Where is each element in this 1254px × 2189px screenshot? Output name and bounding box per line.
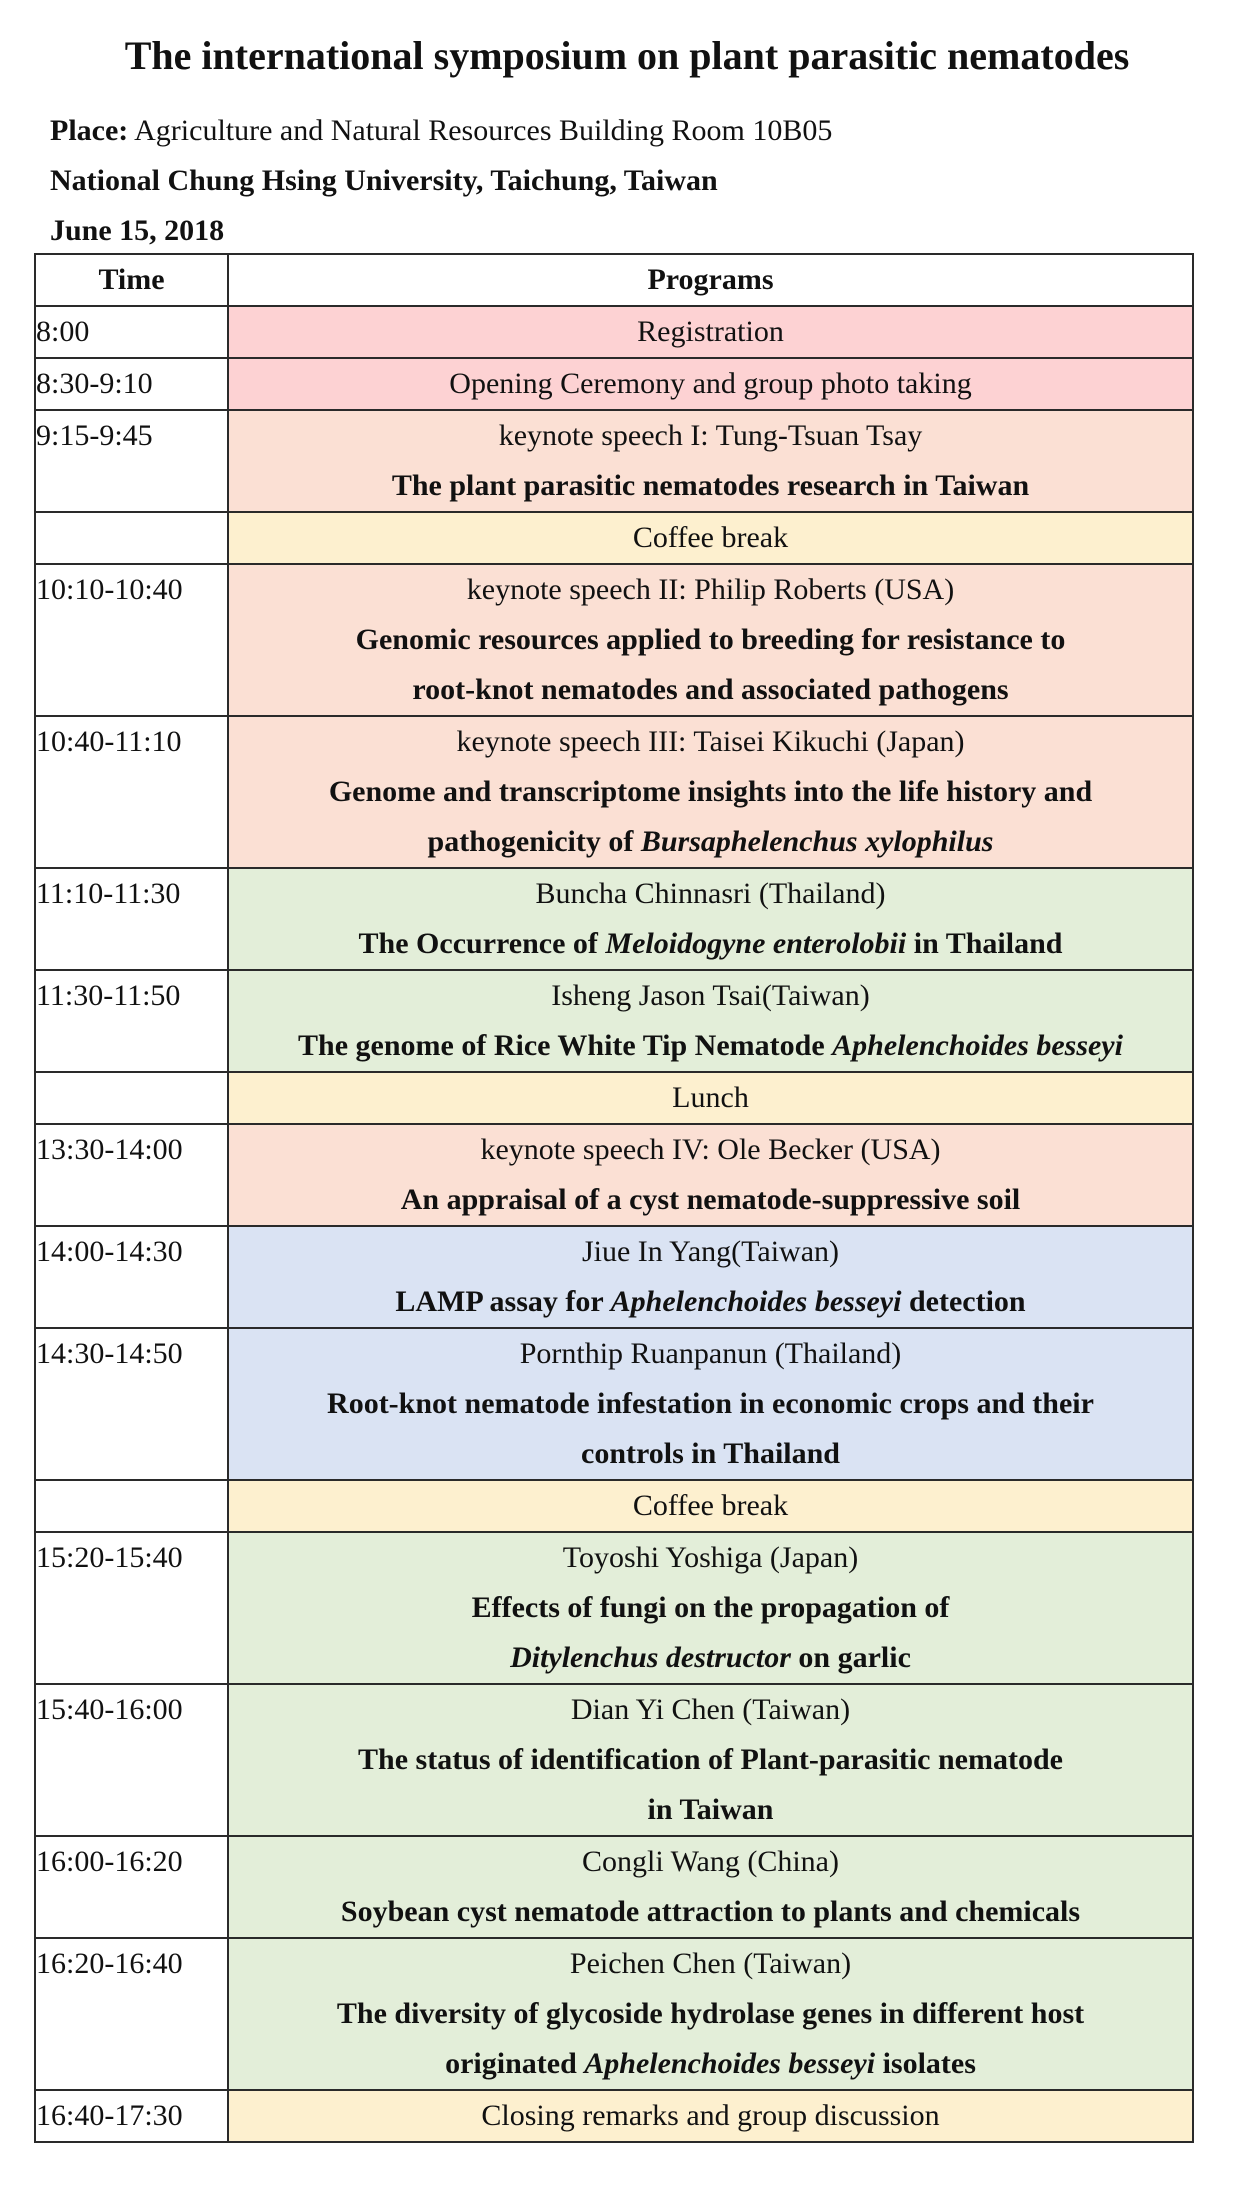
species-name: Aphelenchoides besseyi [832,1029,1123,1062]
talk-title-line [229,817,1192,867]
talk-title-line [229,1379,1192,1429]
talk-title-line [229,1175,1192,1225]
program-speaker: Jiue In Yang(Taiwan) [581,1235,840,1268]
time-cell: 14:00-14:30 [35,1226,228,1328]
table-row [35,564,1193,716]
talk-title-text: The status of identification of Plant-parasitic nematode [358,1743,1063,1776]
program-cell [228,564,1193,716]
program-cell [228,1480,1193,1532]
time-cell: 11:30-11:50 [35,970,228,1072]
page-title: The international symposium on plant parasitic nematodes [124,33,1130,78]
table-row [35,358,1193,410]
time-cell: 10:40-11:10 [35,716,228,868]
talk-title-text: The plant parasitic nematodes research in Taiwan [391,469,1030,502]
time-cell: 15:40-16:00 [35,1684,228,1836]
table-row [35,1072,1193,1124]
talk-title-line [229,1583,1192,1633]
venue-text: Agriculture and Natural Resources Building Room 10B05 [134,114,833,147]
program-cell [228,1684,1193,1836]
talk-title-line [229,2039,1192,2089]
time-cell: 16:40-17:30 [35,2090,228,2142]
talk-title-text: Effects of fungi on the propagation of [471,1591,950,1624]
time-cell [35,512,228,564]
schedule-table [34,253,1194,2143]
talk-title-text: isolates [875,2047,976,2080]
table-header-row [35,254,1193,306]
university-line: National Chung Hsing University, Taichung, Taiwan [50,164,718,197]
table-row [35,1480,1193,1532]
talk-title-text: Genomic resources applied to breeding for resistance to [355,623,1066,656]
time-cell: 15:20-15:40 [35,1532,228,1684]
place-label: Place: [50,114,129,147]
program-cell [228,1124,1193,1226]
time-cell: 10:10-10:40 [35,564,228,716]
time-cell: 16:00-16:20 [35,1836,228,1938]
species-name: Aphelenchoides besseyi [584,2047,876,2080]
table-row [35,1124,1193,1226]
time-cell: 16:20-16:40 [35,1938,228,2090]
talk-title-text: in Taiwan [647,1793,774,1826]
program-speaker: Closing remarks and group discussion [481,2099,940,2132]
talk-title-text: LAMP assay for [395,1285,611,1318]
program-speaker: Isheng Jason Tsai(Taiwan) [551,979,870,1012]
talk-title-line [229,1785,1192,1835]
talk-title-line [229,1429,1192,1479]
talk-title-line [229,1633,1192,1683]
species-name: Bursaphelenchus xylophilus [640,825,994,858]
program-cell [228,716,1193,868]
program-speaker: Dian Yi Chen (Taiwan) [570,1693,851,1726]
table-row [35,512,1193,564]
talk-title-line [229,1989,1192,2039]
program-speaker: Buncha Chinnasri (Thailand) [535,877,886,910]
talk-title-text: An appraisal of a cyst nematode-suppressive soil [400,1183,1021,1216]
program-cell [228,868,1193,970]
column-header-programs: Programs [228,254,1193,306]
talk-title-text: The Occurrence of [358,927,606,960]
table-row [35,970,1193,1072]
table-row [35,716,1193,868]
table-row [35,1226,1193,1328]
program-speaker: keynote speech IV: Ole Becker (USA) [480,1133,941,1166]
table-row [35,306,1193,358]
time-cell: 11:10-11:30 [35,868,228,970]
table-row [35,1532,1193,1684]
table-row [35,1328,1193,1480]
talk-title-text: on garlic [790,1641,911,1674]
program-speaker: keynote speech II: Philip Roberts (USA) [466,573,955,606]
talk-title-text: root-knot nematodes and associated pathogens [412,673,1009,706]
table-row [35,1836,1193,1938]
talk-title-line [229,665,1192,715]
talk-title-text: pathogenicity of [427,825,641,858]
program-cell [228,512,1193,564]
program-cell [228,970,1193,1072]
time-cell: 8:30-9:10 [35,358,228,410]
time-cell: 8:00 [35,306,228,358]
program-cell [228,1836,1193,1938]
talk-title-text: in Thailand [906,927,1063,960]
table-row [35,868,1193,970]
program-speaker: Coffee break [632,521,789,554]
species-name: Aphelenchoides besseyi [610,1285,902,1318]
program-speaker: keynote speech I: Tung-Tsuan Tsay [498,419,923,452]
program-speaker: Peichen Chen (Taiwan) [569,1947,852,1980]
table-row [35,410,1193,512]
program-cell [228,410,1193,512]
time-cell [35,1480,228,1532]
talk-title-text: Root-knot nematode infestation in economic crops and their [327,1387,1094,1420]
talk-title-line [229,615,1192,665]
table-row [35,2090,1193,2142]
talk-title-line [229,1887,1192,1937]
talk-title-line [229,461,1192,511]
time-cell: 14:30-14:50 [35,1328,228,1480]
species-name: Meloidogyne enterolobii [605,927,907,960]
program-cell [228,1532,1193,1684]
talk-title-text: controls in Thailand [581,1437,840,1470]
species-name: Ditylenchus destructor [510,1641,791,1674]
event-date: June 15, 2018 [50,214,225,247]
schedule-body [35,306,1193,2142]
venue-line [50,106,832,156]
program-speaker: Lunch [672,1081,749,1114]
table-row [35,1938,1193,2090]
talk-title-text: detection [901,1285,1026,1318]
program-speaker: Toyoshi Yoshiga (Japan) [562,1541,859,1574]
time-cell: 13:30-14:00 [35,1124,228,1226]
time-cell: 9:15-9:45 [35,410,228,512]
program-cell [228,1328,1193,1480]
talk-title-text: originated [445,2047,585,2080]
program-speaker: Coffee break [632,1489,789,1522]
talk-title-line [229,1277,1192,1327]
talk-title-line [229,1021,1192,1071]
column-header-time: Time [35,254,228,306]
talk-title-line [229,919,1192,969]
program-cell [228,1072,1193,1124]
table-row [35,1684,1193,1836]
talk-title-text: Soybean cyst nematode attraction to plants and chemicals [340,1895,1081,1928]
program-speaker: Opening Ceremony and group photo taking [449,367,972,400]
talk-title-line [229,1735,1192,1785]
talk-title-text: The diversity of glycoside hydrolase genes in different host [336,1997,1085,2030]
program-cell [228,1938,1193,2090]
program-cell [228,358,1193,410]
time-cell [35,1072,228,1124]
program-cell [228,2090,1193,2142]
program-cell [228,1226,1193,1328]
talk-title-text: The genome of Rice White Tip Nematode [298,1029,833,1062]
program-speaker: Pornthip Ruanpanun (Thailand) [519,1337,902,1370]
talk-title-line [229,767,1192,817]
talk-title-text: Genome and transcriptome insights into the life history and [328,775,1093,808]
program-cell [228,306,1193,358]
program-speaker: Registration [637,315,784,348]
program-speaker: Congli Wang (China) [581,1845,839,1878]
program-speaker: keynote speech III: Taisei Kikuchi (Japan) [456,725,965,758]
